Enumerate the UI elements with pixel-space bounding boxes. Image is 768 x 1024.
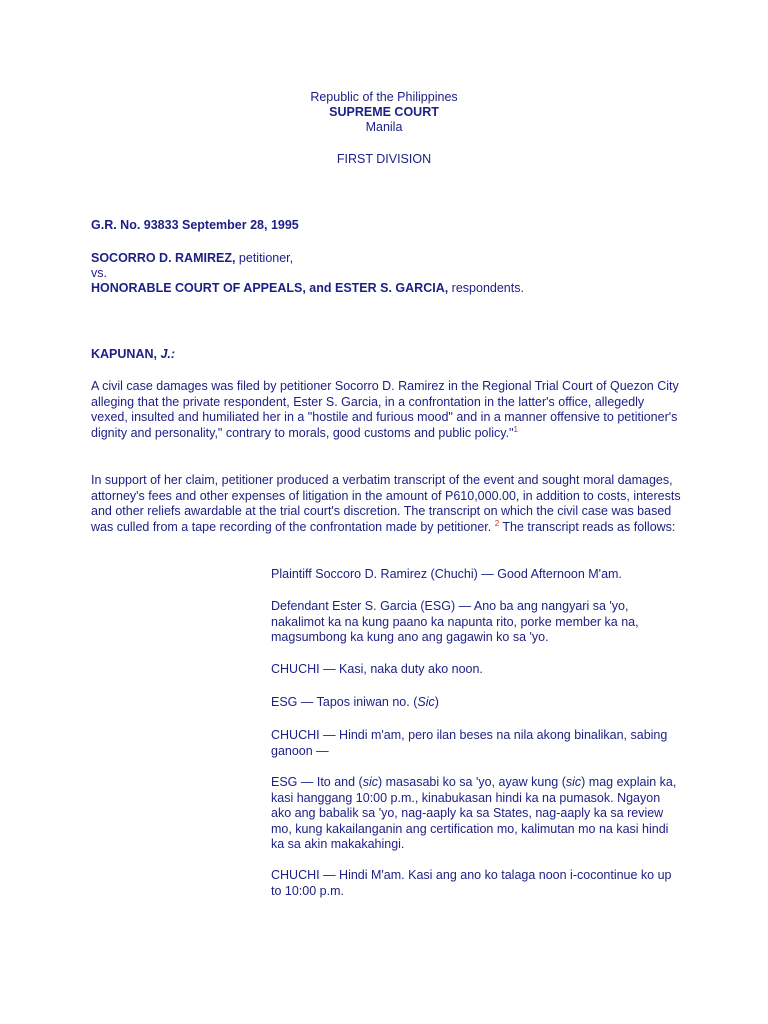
paragraph-1-text: A civil case damages was filed by petitioner Socorro D. Ramirez in the Regional Trial Court of Quezon City alleging that the private respondent, Ester S. Garcia, in a confrontation in the latter's office, allegedly vexed, insulted and humiliated her in a "hostile and furious mood" and in a manner offensive to petitioner's dignity and personality," contrary to morals, good customs and public policy." (91, 379, 679, 440)
transcript-line-4-a: ESG — Tapos iniwan no. ( (271, 695, 418, 709)
sic-marker: Sic (417, 695, 435, 709)
republic-heading: Republic of the Philippines (310, 90, 458, 104)
transcript-line-2: Defendant Ester S. Garcia (ESG) — Ano ba ang nangyari sa 'yo, nakalimot ka na kung paano ka napunta rito, porke member ka na, magsumbong ka kung ano ang gagawin ko sa 'yo. (271, 599, 639, 644)
transcript-line-6 (271, 775, 681, 853)
paragraph-2-tail: The transcript reads as follows: (499, 519, 676, 534)
respondents-name: HONORABLE COURT OF APPEALS, and ESTER S. GARCIA, (91, 281, 449, 295)
versus-label: vs. (91, 266, 107, 280)
court-heading: SUPREME COURT (329, 105, 439, 119)
transcript-line-1: Plaintiff Soccoro D. Ramirez (Chuchi) — Good Afternoon M'am. (271, 567, 622, 581)
respondents-line (91, 281, 524, 297)
footnote-ref-1[interactable]: 1 (513, 424, 518, 434)
petitioner-line (91, 251, 293, 267)
transcript-line-5: CHUCHI — Hindi m'am, pero ilan beses na nila akong binalikan, sabing ganoon — (271, 728, 668, 758)
petitioner-role: petitioner, (235, 251, 294, 265)
transcript-line-3: CHUCHI — Kasi, naka duty ako noon. (271, 662, 483, 676)
ponente-name: KAPUNAN, (91, 347, 157, 361)
ponente-line (91, 347, 175, 363)
transcript-line-6-a: ESG — Ito and ( (271, 775, 363, 789)
petitioner-name: SOCORRO D. RAMIREZ, (91, 251, 236, 265)
paragraph-1 (91, 379, 681, 441)
transcript-line-7: CHUCHI — Hindi M'am. Kasi ang ano ko talaga noon i-cocontinue ko up to 10:00 p.m. (271, 868, 672, 898)
division-heading: FIRST DIVISION (336, 152, 432, 166)
paragraph-2 (91, 473, 681, 535)
paragraph-2-text: In support of her claim, petitioner produced a verbatim transcript of the event and sought moral damages, attorney's fees and other expenses of litigation in the amount of P610,000.00, in addition to costs, interests and other reliefs awardable at the trial court's discretion. The transcript on which the civil case was based was culled from a tape recording of the confrontation made by petitioner. (91, 473, 681, 534)
footnote-ref-2[interactable]: 2 (494, 518, 500, 528)
sic-marker: sic (565, 775, 582, 789)
city-heading: Manila (365, 120, 403, 134)
transcript-line-6-c: ) mag explain ka, kasi hanggang 10:00 p.m., kinabukasan hindi ka na pumasok. Ngayon ako ang babalik sa 'yo, nag-aaply ka sa States, nag-aaply ka sa review mo, kung kakailanganin ang certification mo, kalimutan mo na kasi hindi ka sa akin makakahingi. (271, 775, 677, 851)
transcript-line-6-b: ) masasabi ko sa 'yo, ayaw kung ( (378, 775, 566, 789)
sic-marker: sic (362, 775, 378, 789)
transcript-line-4-b: ) (434, 695, 439, 709)
case-number: G.R. No. 93833 September 28, 1995 (91, 218, 299, 232)
ponente-title: J.: (160, 347, 176, 361)
transcript-line-4 (271, 695, 681, 711)
respondents-role: respondents. (448, 281, 524, 295)
